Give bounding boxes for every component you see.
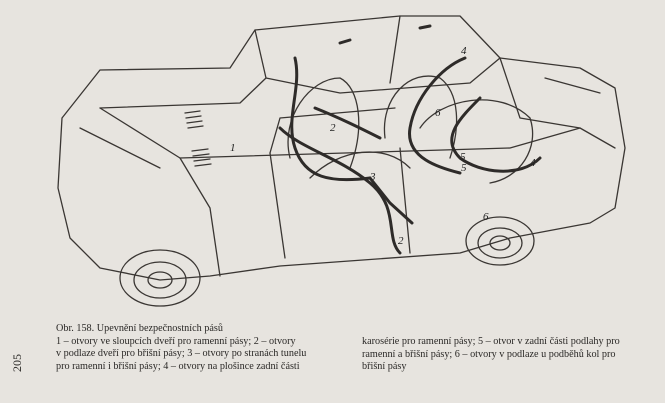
caption-line: v podlaze dveří pro břišní pásy; 3 – otvory po stranách tunelu [56,348,307,360]
page-number [10,342,25,372]
caption-line: karosérie pro ramenní pásy; 5 – otvor v zadní části podlahy pro [362,336,620,347]
callout-6: 6 [483,211,489,223]
figure-caption-title: Obr. 158. Upevnění bezpečnostních pásů [56,323,223,334]
callout-4-lower: 4 [530,157,536,169]
callout-5-upper: 5 [460,151,466,163]
page-number-text: 205 [10,354,24,372]
callout-labels [230,45,536,247]
callout-2-upper: 2 [330,122,336,134]
callout-4-upper: 4 [461,45,467,57]
caption-line: ramenní a břišní pásy; 6 – otvory v podlaze u podběhů kol pro [362,348,616,360]
callout-2-lower: 2 [398,235,404,247]
figure-caption-left-column [56,323,338,373]
caption-line: břišní pásy [362,361,407,373]
figure-caption-right-column [362,336,644,374]
callout-6-upper: 6 [435,107,441,119]
callout-3: 3 [370,171,376,183]
car-line-drawing [40,8,650,328]
car-seatbelt-illustration [40,8,650,328]
caption-line: 1 – otvory ve sloupcích dveří pro ramenní pásy; 2 – otvory [56,335,296,347]
callout-5-lower: 5 [461,162,467,174]
callout-1: 1 [230,142,236,154]
caption-line: pro ramenní i břišní pásy; 4 – otvory na plošince zadní části [56,360,300,372]
